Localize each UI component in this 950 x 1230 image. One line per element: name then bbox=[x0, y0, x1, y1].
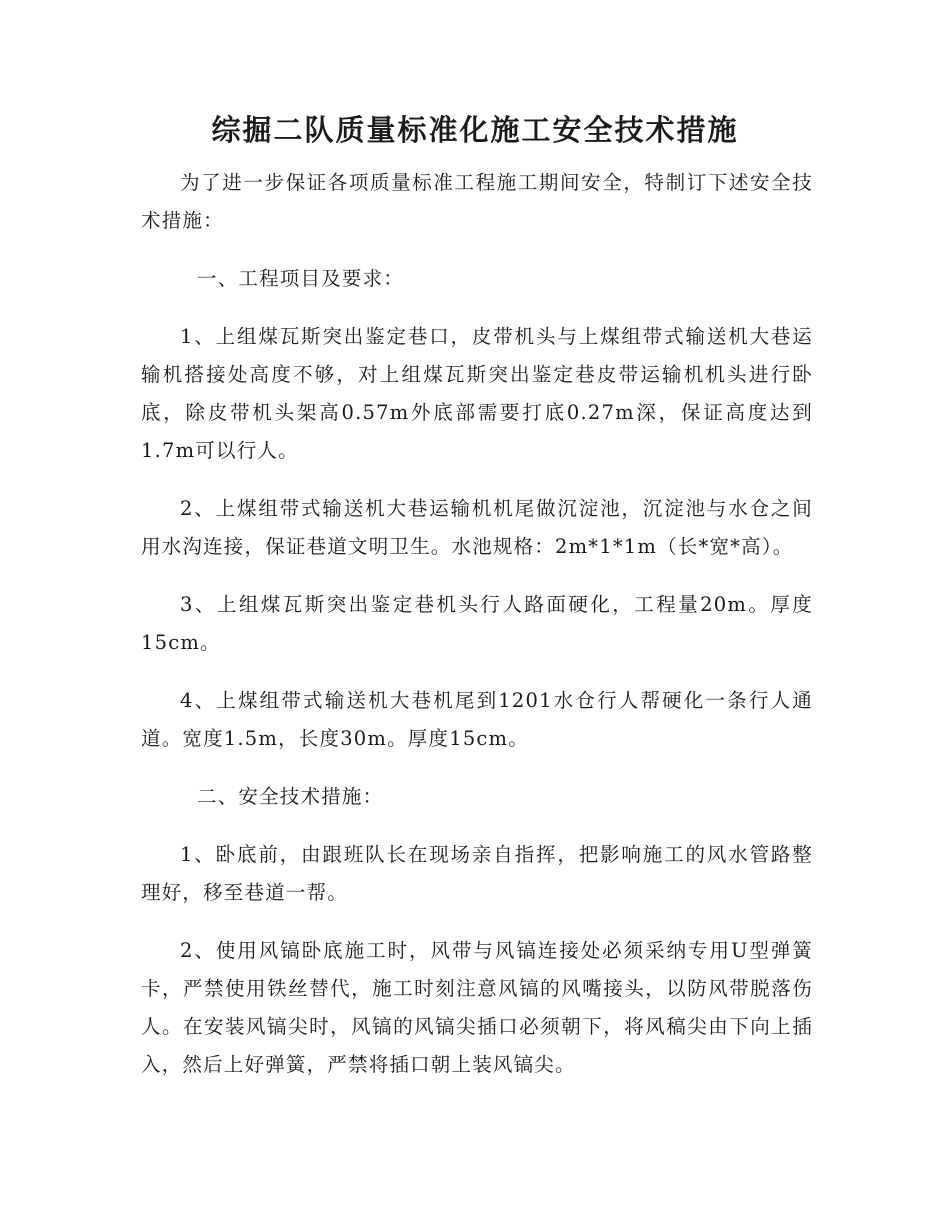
document-body bbox=[141, 164, 813, 1104]
document-title: 综掘二队质量标准化施工安全技术措施 bbox=[211, 113, 739, 147]
section-heading-safety-measures: 二、安全技术措施： bbox=[197, 785, 384, 808]
safety-measure-item-1: 1、卧底前，由跟班队长在现场亲自指挥，把影响施工的风水管路整理好，移至巷道一帮。 bbox=[141, 843, 813, 904]
safety-measure-item-2: 2、使用风镐卧底施工时，风带与风镐连接处必须采纳专用U型弹簧卡，严禁使用铁丝替代，施工时刻注意风镐的风嘴接头，以防风带脱落伤人。在安装风镐尖时，风镐的风镐尖插口必须朝下，将风稿尖由下向上插入，然后上好弹簧，严禁将插口朝上装风镐尖。 bbox=[141, 939, 813, 1076]
requirement-item-3: 3、上组煤瓦斯突出鉴定巷机头行人路面硬化，工程量20m。厚度15cm。 bbox=[141, 593, 813, 654]
requirement-item-4: 4、上煤组带式输送机大巷机尾到1201水仓行人帮硬化一条行人通道。宽度1.5m，长度30m。厚度15cm。 bbox=[141, 689, 813, 750]
requirement-item-2: 2、上煤组带式输送机大巷运输机机尾做沉淀池，沉淀池与水仓之间用水沟连接，保证巷道文明卫生。水池规格：2m*1*1m（长*宽*高）。 bbox=[141, 497, 813, 558]
requirement-item-1: 1、上组煤瓦斯突出鉴定巷口，皮带机头与上煤组带式输送机大巷运输机搭接处高度不够，对上组煤瓦斯突出鉴定巷皮带运输机机头进行卧底，除皮带机头架高0.57m外底部需要打底0.27m深，保证高度达到1.7m可以行人。 bbox=[141, 325, 813, 462]
intro-paragraph: 为了进一步保证各项质量标准工程施工期间安全，特制订下述安全技术措施： bbox=[141, 171, 813, 232]
section-heading-requirements: 一、工程项目及要求： bbox=[197, 267, 405, 290]
